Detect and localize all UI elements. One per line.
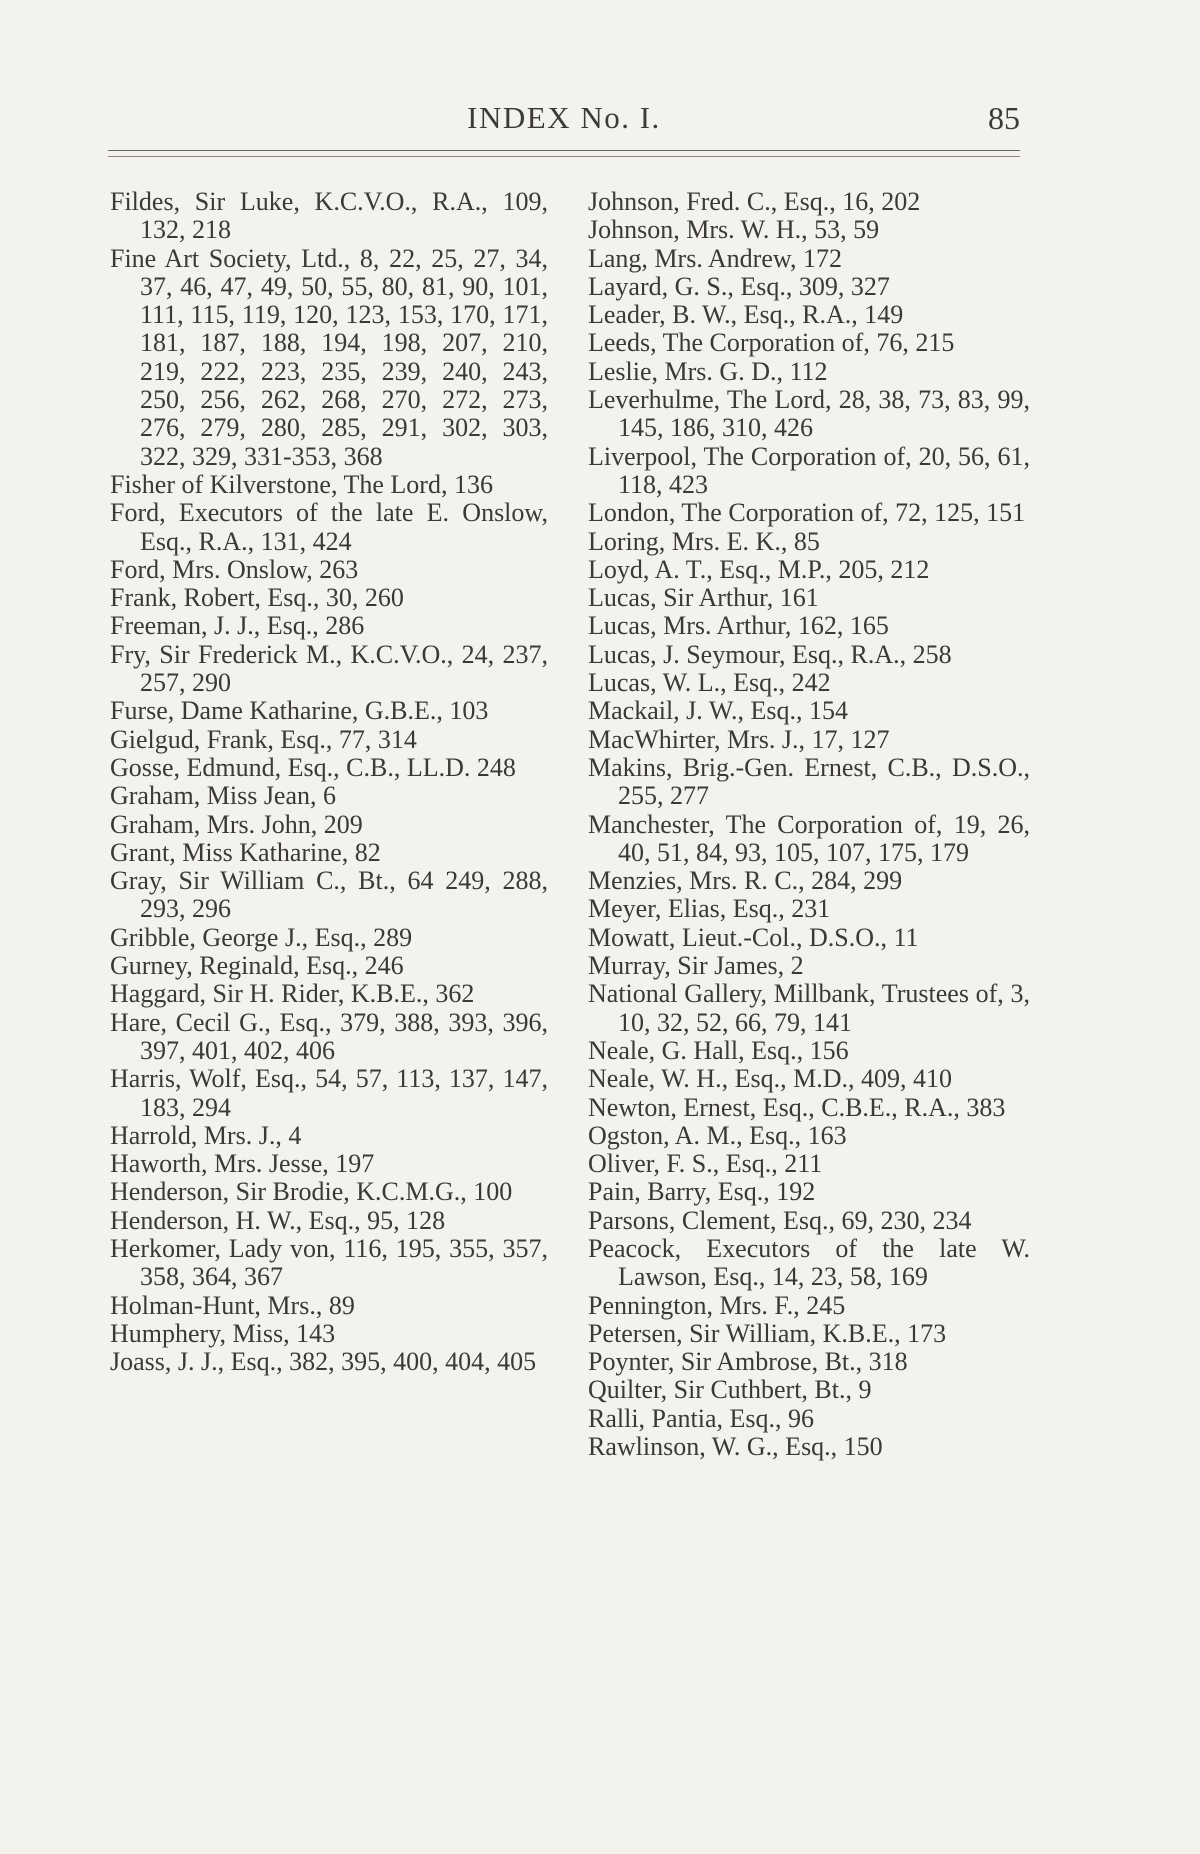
index-entry: Pennington, Mrs. F., 245 bbox=[588, 1290, 846, 1320]
index-entry: Gurney, Reginald, Esq., 246 bbox=[110, 951, 404, 981]
index-entry: Harris, Wolf, Esq., 54, 57, 113, 137, 147, 183, 294 bbox=[110, 1064, 548, 1122]
index-entry: Parsons, Clement, Esq., 69, 230, 234 bbox=[588, 1205, 972, 1235]
index-entry: Hare, Cecil G., Esq., 379, 388, 393, 396, 397, 401, 402, 406 bbox=[110, 1007, 548, 1065]
index-entry: Furse, Dame Katharine, G.B.E., 103 bbox=[110, 696, 489, 726]
index-entry: Graham, Miss Jean, 6 bbox=[110, 781, 337, 811]
index-entry: Murray, Sir James, 2 bbox=[588, 951, 804, 981]
index-entry: Haggard, Sir H. Rider, K.B.E., 362 bbox=[110, 979, 475, 1009]
index-entry: MacWhirter, Mrs. J., 17, 127 bbox=[588, 724, 890, 754]
index-entry: Quilter, Sir Cuthbert, Bt., 9 bbox=[588, 1375, 872, 1405]
index-entry: Newton, Ernest, Esq., C.B.E., R.A., 383 bbox=[588, 1092, 1006, 1122]
index-entry: Haworth, Mrs. Jesse, 197 bbox=[110, 1149, 375, 1179]
index-entry: Peacock, Executors of the late W. Lawson, Esq., 14, 23, 58, 169 bbox=[588, 1233, 1030, 1292]
index-entry: Leverhulme, The Lord, 28, 38, 73, 83, 99, 145, 186, 310, 426 bbox=[588, 385, 1030, 443]
index-entry: Mackail, J. W., Esq., 154 bbox=[588, 696, 848, 726]
index-entry: Leslie, Mrs. G. D., 112 bbox=[588, 356, 828, 386]
index-entry: National Gallery, Millbank, Trustees of, 3, 10, 32, 52, 66, 79, 141 bbox=[588, 979, 1030, 1037]
index-entry: Fry, Sir Frederick M., K.C.V.O., 24, 237, 257, 290 bbox=[110, 639, 548, 698]
index-entry: Lucas, Mrs. Arthur, 162, 165 bbox=[588, 611, 889, 641]
index-entry: Ogston, A. M., Esq., 163 bbox=[588, 1120, 847, 1150]
index-entry: Layard, G. S., Esq., 309, 327 bbox=[588, 271, 890, 301]
index-entry: Poynter, Sir Ambrose, Bt., 318 bbox=[588, 1347, 908, 1377]
index-entry: Fildes, Sir Luke, K.C.V.O., R.A., 109, 132, 218 bbox=[110, 187, 548, 245]
index-entry: Henderson, Sir Brodie, K.C.M.G., 100 bbox=[110, 1177, 513, 1207]
index-entry: Lucas, J. Seymour, Esq., R.A., 258 bbox=[588, 639, 952, 669]
index-entry: Lang, Mrs. Andrew, 172 bbox=[588, 243, 842, 273]
index-entry: Lucas, W. L., Esq., 242 bbox=[588, 668, 831, 698]
index-entry: Leeds, The Corporation of, 76, 215 bbox=[588, 328, 955, 358]
index-column-left bbox=[110, 188, 548, 1376]
index-entry: Johnson, Mrs. W. H., 53, 59 bbox=[588, 215, 880, 245]
running-title: INDEX No. I. bbox=[467, 100, 661, 135]
page-number: 85 bbox=[988, 100, 1020, 136]
index-entry: Fine Art Society, Ltd., 8, 22, 25, 27, 34, 37, 46, 47, 49, 50, 55, 80, 81, 90, 101, 111, 115, 119, 120, 123, 153, 170, 171, 181, 187, 188, 194, 198, 207, 210, 219, 222, 223, 235, 239, 240, 243, 250, 256, 262, 268, 270, 272, 273, 276, 279, 280, 285, 291, 302, 303, 322, 329, 331-353, 368 bbox=[110, 243, 548, 471]
index-entry: Gielgud, Frank, Esq., 77, 314 bbox=[110, 724, 417, 754]
index-entry: Frank, Robert, Esq., 30, 260 bbox=[110, 583, 404, 613]
index-entry: Manchester, The Corporation of, 19, 26, 40, 51, 84, 93, 105, 107, 175, 179 bbox=[588, 809, 1030, 867]
index-entry: Gosse, Edmund, Esq., C.B., LL.D. 248 bbox=[110, 752, 516, 782]
index-entry: Makins, Brig.-Gen. Ernest, C.B., D.S.O., 255, 277 bbox=[588, 752, 1030, 811]
index-entry: Lucas, Sir Arthur, 161 bbox=[588, 583, 819, 613]
index-entry: Liverpool, The Corporation of, 20, 56, 61, 118, 423 bbox=[588, 441, 1030, 499]
index-entry: Ford, Executors of the late E. Onslow, Esq., R.A., 131, 424 bbox=[110, 498, 548, 556]
index-entry: Gray, Sir William C., Bt., 64 249, 288, 293, 296 bbox=[110, 866, 548, 924]
index-entry: Herkomer, Lady von, 116, 195, 355, 357, 358, 364, 367 bbox=[110, 1233, 548, 1292]
index-entry: Neale, G. Hall, Esq., 156 bbox=[588, 1035, 849, 1065]
index-entry: Fisher of Kilverstone, The Lord, 136 bbox=[110, 469, 493, 499]
index-entry: Ralli, Pantia, Esq., 96 bbox=[588, 1403, 815, 1433]
index-entry: Pain, Barry, Esq., 192 bbox=[588, 1177, 816, 1207]
index-entry: Ford, Mrs. Onslow, 263 bbox=[110, 554, 359, 584]
index-entry: Neale, W. H., Esq., M.D., 409, 410 bbox=[588, 1064, 952, 1094]
index-entry: Harrold, Mrs. J., 4 bbox=[110, 1120, 302, 1150]
index-entry: Holman-Hunt, Mrs., 89 bbox=[110, 1290, 355, 1320]
index-entry: Freeman, J. J., Esq., 286 bbox=[110, 611, 365, 641]
index-entry: Meyer, Elias, Esq., 231 bbox=[588, 894, 831, 924]
index-entry: London, The Corporation of, 72, 125, 151 bbox=[588, 498, 1026, 528]
index-entry: Rawlinson, W. G., Esq., 150 bbox=[588, 1432, 883, 1462]
index-entry: Petersen, Sir William, K.B.E., 173 bbox=[588, 1318, 947, 1348]
index-entry: Oliver, F. S., Esq., 211 bbox=[588, 1149, 823, 1179]
index-entry: Loring, Mrs. E. K., 85 bbox=[588, 526, 820, 556]
index-entry: Mowatt, Lieut.-Col., D.S.O., 11 bbox=[588, 922, 919, 952]
index-entry: Gribble, George J., Esq., 289 bbox=[110, 922, 413, 952]
header-rule-thin bbox=[108, 156, 1020, 157]
index-entry: Loyd, A. T., Esq., M.P., 205, 212 bbox=[588, 554, 930, 584]
index-entry: Menzies, Mrs. R. C., 284, 299 bbox=[588, 866, 903, 896]
index-entry: Grant, Miss Katharine, 82 bbox=[110, 837, 381, 867]
header-rule bbox=[108, 150, 1020, 151]
index-entry: Leader, B. W., Esq., R.A., 149 bbox=[588, 300, 904, 330]
index-entry: Graham, Mrs. John, 209 bbox=[110, 809, 363, 839]
index-entry: Joass, J. J., Esq., 382, 395, 400, 404, 405 bbox=[110, 1347, 537, 1377]
index-entry: Humphery, Miss, 143 bbox=[110, 1318, 336, 1348]
index-entry: Henderson, H. W., Esq., 95, 128 bbox=[110, 1205, 446, 1235]
index-entry: Johnson, Fred. C., Esq., 16, 202 bbox=[588, 187, 921, 216]
page-header bbox=[108, 100, 1020, 146]
index-column-right bbox=[588, 188, 1030, 1461]
